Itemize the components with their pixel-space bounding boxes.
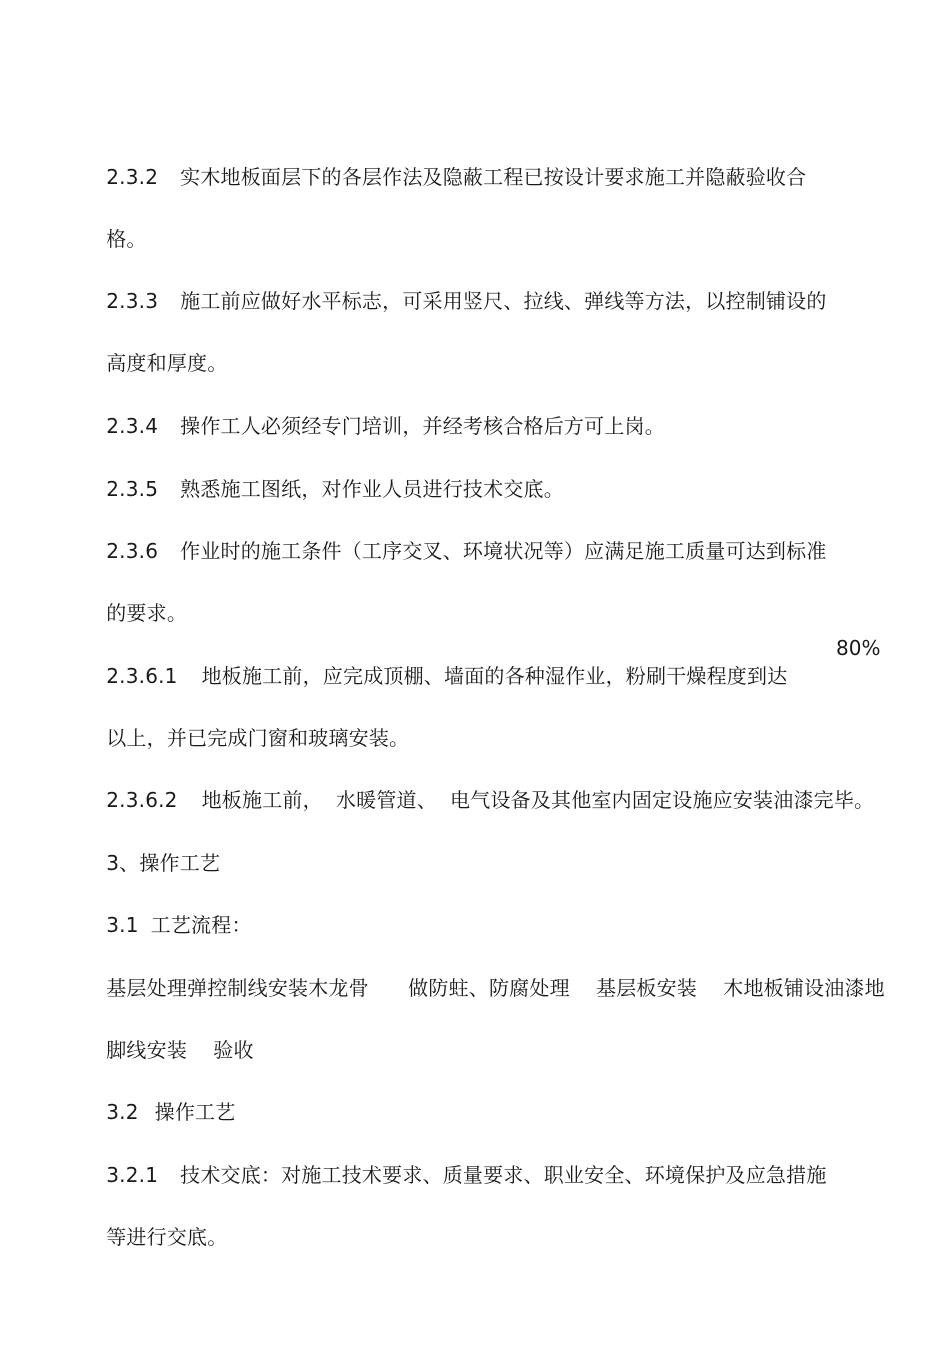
clause-text: 作业时的施工条件（工序交叉、环境状况等）应满足施工质量可达到标准 [180, 539, 827, 563]
clause-text: 实木地板面层下的各层作法及隐蔽工程已按设计要求施工并隐蔽验收合 [180, 165, 807, 189]
clause-number: 2.3.3 [106, 289, 159, 313]
clause-number: 2.3.2 [106, 165, 159, 189]
paragraph-continuation [80, 197, 147, 251]
clause-text: 操作工人必须经专门培训，并经考核合格后方可上岗。 [180, 414, 665, 438]
section-heading-3 [80, 821, 221, 875]
clause-text: 操作工艺 [154, 1100, 236, 1124]
paragraph-continuation [80, 321, 228, 375]
process-flow-continuation [80, 1008, 254, 1062]
clause-text: 地板施工前， 水暖管道、 电气设备及其他室内固定设施应安装油漆完毕。 [201, 788, 875, 812]
paragraph-2-3-4 [80, 384, 665, 438]
clause-text: 地板施工前，应完成顶棚、墙面的各种湿作业，粉刷干燥程度到达 [201, 664, 788, 688]
clause-number: 3.2.1 [106, 1163, 159, 1187]
clause-number: 3.1 [106, 913, 139, 937]
percentage-value: 80% [836, 636, 881, 660]
clause-number: 3.2 [106, 1100, 139, 1124]
clause-text: 技术交底：对施工技术要求、质量要求、职业安全、环境保护及应急措施 [180, 1163, 827, 1187]
clause-text: 工艺流程： [150, 913, 252, 937]
clause-text: 格。 [106, 227, 147, 251]
clause-number: 2.3.4 [106, 414, 159, 438]
paragraph-continuation [80, 1195, 228, 1249]
clause-number: 2.3.6.2 [106, 788, 178, 812]
section-title: 3、操作工艺 [106, 851, 221, 875]
clause-number: 2.3.5 [106, 477, 159, 501]
process-flow-text: 基层处理弹控制线安装木龙骨 做防蛀、防腐处理 基层板安装 木地板铺设油漆地 [106, 976, 885, 1000]
paragraph-2-3-6-2 [80, 758, 875, 812]
subsection-3-1 [80, 883, 252, 937]
paragraph-2-3-2 [80, 135, 807, 189]
clause-text: 施工前应做好水平标志，可采用竖尺、拉线、弹线等方法，以控制铺设的 [180, 289, 827, 313]
paragraph-2-3-6 [80, 509, 827, 563]
paragraph-3-2-1 [80, 1133, 827, 1187]
clause-number: 2.3.6 [106, 539, 159, 563]
paragraph-2-3-6-1 [80, 634, 788, 688]
clause-text: 熟悉施工图纸，对作业人员进行技术交底。 [180, 477, 564, 501]
clause-text: 以上，并已完成门窗和玻璃安装。 [106, 726, 410, 750]
paragraph-2-3-5 [80, 447, 564, 501]
paragraph-continuation [80, 571, 188, 625]
clause-text: 高度和厚度。 [106, 351, 228, 375]
process-flow-text: 脚线安装 验收 [106, 1038, 254, 1062]
clause-text: 的要求。 [106, 601, 188, 625]
clause-text: 等进行交底。 [106, 1225, 228, 1249]
paragraph-continuation [80, 696, 410, 750]
process-flow [80, 946, 885, 1000]
subsection-3-2 [80, 1070, 236, 1124]
paragraph-2-3-3 [80, 259, 827, 313]
clause-number: 2.3.6.1 [106, 664, 178, 688]
